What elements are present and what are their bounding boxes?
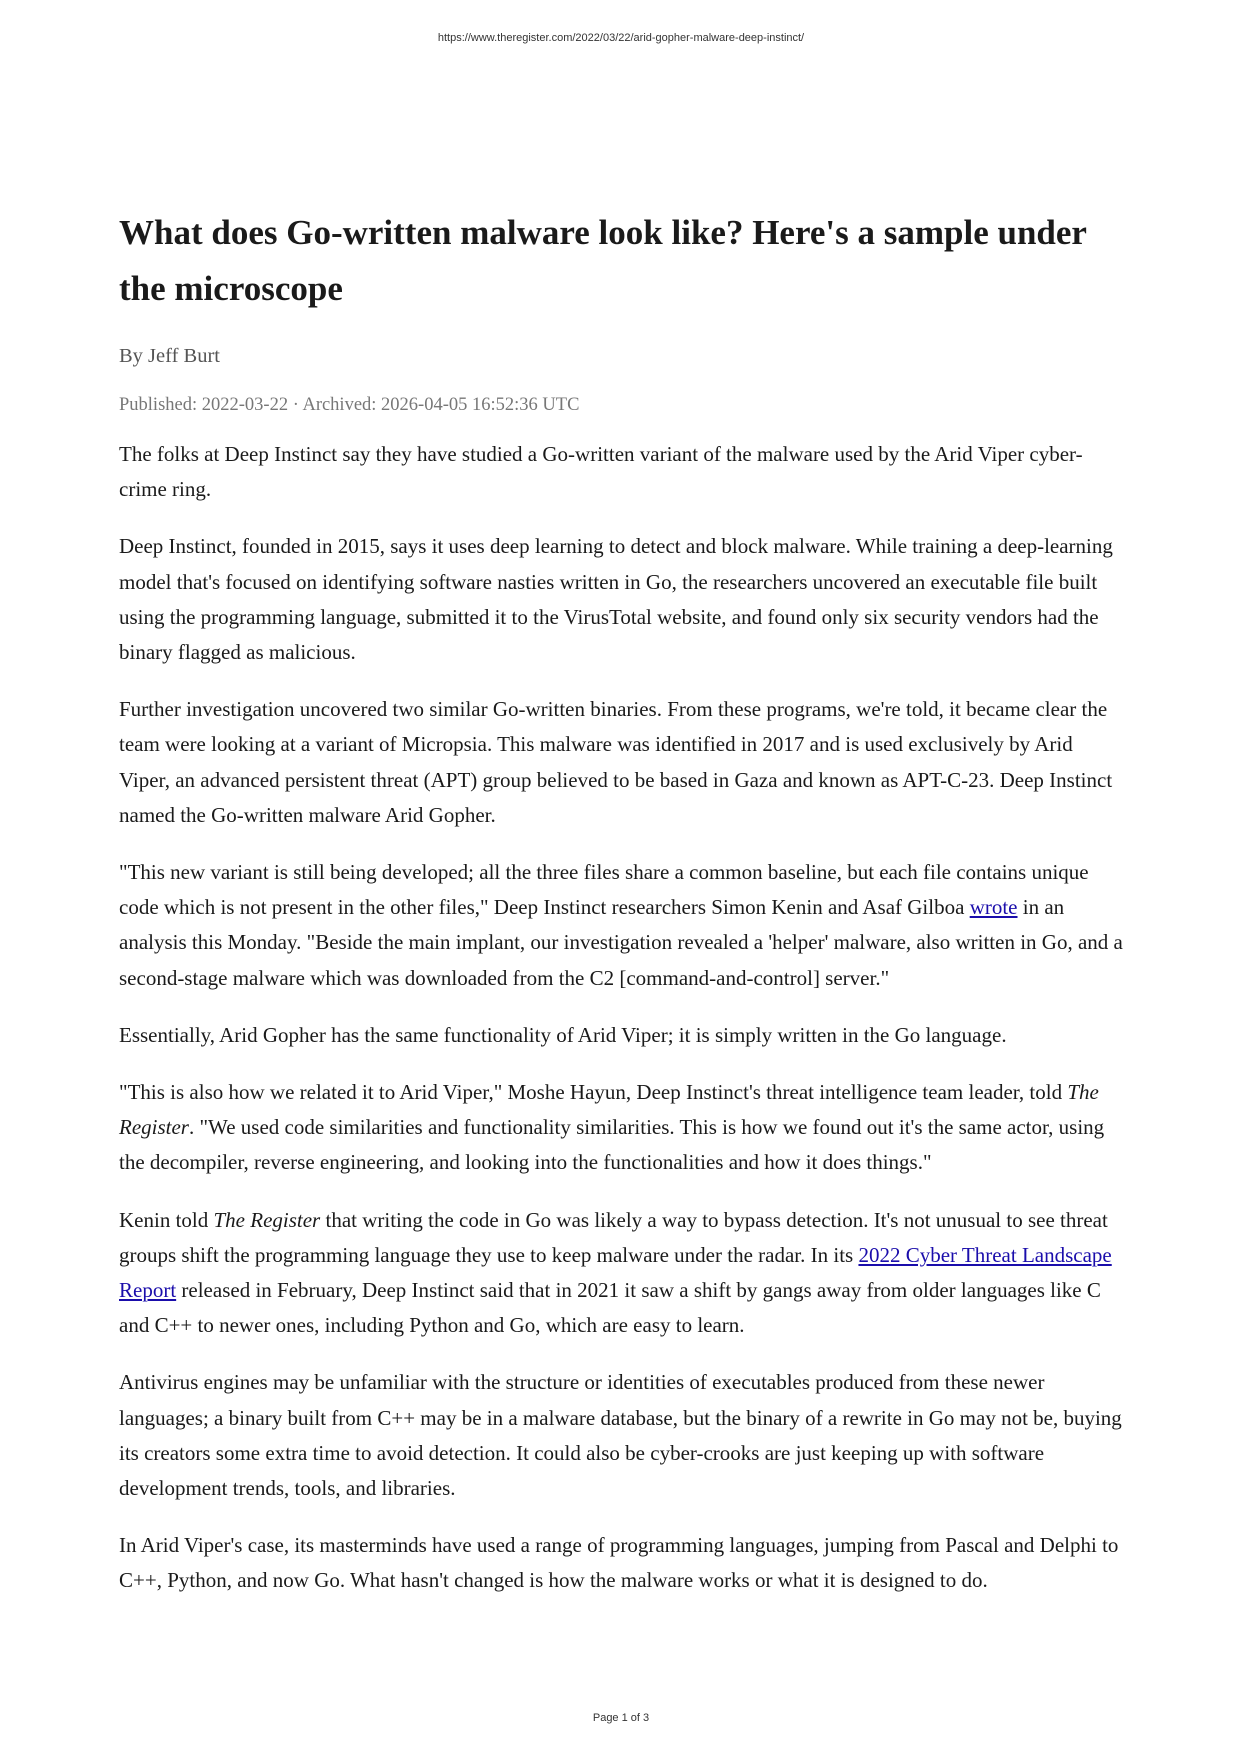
- article-paragraph: [119, 855, 1127, 996]
- paragraph-text: that writing the code in Go was likely a way to bypass detection. It's not unusual to see threat groups shift the programming language they use to keep malware under the radar. In its: [119, 1207, 1108, 1267]
- article-paragraph: [119, 1203, 1127, 1344]
- article-paragraph: [119, 529, 1127, 670]
- inline-link[interactable]: wrote: [969, 895, 1018, 920]
- paragraph-text: "This is also how we related it to Arid Viper," Moshe Hayun, Deep Instinct's threat intelligence team leader, told: [119, 1080, 1068, 1105]
- paragraph-text: Further investigation uncovered two similar Go-written binaries. From these programs, we're told, it became clear the team were looking at a variant of Micropsia. This malware was identified in 2017 and is used exclusively by Arid Viper, an advanced persistent threat (APT) group believed to be based in Gaza and known as APT-C-23. Deep Instinct named the Go-written malware Arid Gopher.: [119, 697, 1113, 827]
- paragraph-text: In Arid Viper's case, its masterminds have used a range of programming languages, jumping from Pascal and Delphi to C++, Python, and now Go. What hasn't changed is how the malware works or what it is designed to do.: [119, 1533, 1119, 1593]
- paragraph-text: Deep Instinct, founded in 2015, says it uses deep learning to detect and block malware. While training a deep-learning model that's focused on identifying software nasties written in Go, the researchers uncovered an executable file built using the programming language, submitted it to the VirusTotal website, and found only six security vendors had the binary flagged as malicious.: [119, 534, 1113, 665]
- italic-text: The Register: [119, 1080, 1099, 1140]
- article-paragraph: [119, 437, 1127, 507]
- article: [119, 205, 1127, 1621]
- paragraph-text: released in February, Deep Instinct said that in 2021 it saw a shift by gangs away from older languages like C and C++ to newer ones, including Python and Go, which are easy to learn.: [119, 1278, 1101, 1338]
- paragraph-text: "This new variant is still being developed; all the three files share a common baseline, but each file contains unique code which is not present in the other files," Deep Instinct researchers Simon Kenin and Asaf Gilboa: [119, 860, 1089, 920]
- article-paragraph: [119, 1018, 1127, 1053]
- page-url-header: https://www.theregister.com/2022/03/22/arid-gopher-malware-deep-instinct/: [437, 32, 805, 44]
- article-title: What does Go-written malware look like? Here's a sample under the microscope: [119, 213, 1087, 308]
- paragraph-text: in an analysis this Monday. "Beside the main implant, our investigation revealed a 'helper' malware, also written in Go, and a second-stage malware which was downloaded from the C2 [command-and-control] server.": [119, 895, 1123, 990]
- inline-link[interactable]: 2022 Cyber Threat Landscape Report: [119, 1242, 1112, 1303]
- article-meta: Published: 2022-03-22 · Archived: 2026-04-05 16:52:36 UTC: [119, 395, 580, 415]
- paragraph-text: Antivirus engines may be unfamiliar with the structure or identities of executables produced from these newer languages; a binary built from C++ may be in a malware database, but the binary of a rewrite in Go may not be, buying its creators some extra time to avoid detection. It could also be cyber-crooks are just keeping up with software development trends, tools, and libraries.: [119, 1370, 1122, 1501]
- article-byline: By Jeff Burt: [119, 345, 220, 367]
- article-paragraph: [119, 692, 1127, 833]
- page-number: Page 1 of 3: [592, 1712, 650, 1724]
- paragraph-text: The folks at Deep Instinct say they have studied a Go-written variant of the malware used by the Arid Viper cyber-crime ring.: [119, 442, 1083, 502]
- paragraph-text: Kenin told: [119, 1207, 214, 1232]
- paragraph-text: . "We used code similarities and functionality similarities. This is how we found out it's the same actor, using the decompiler, reverse engineering, and looking into the functionalities and how it does things.": [119, 1115, 1105, 1175]
- article-paragraph: [119, 1365, 1127, 1506]
- article-paragraph: [119, 1528, 1127, 1598]
- italic-text: The Register: [213, 1207, 321, 1232]
- paragraph-text: Essentially, Arid Gopher has the same functionality of Arid Viper; it is simply written in the Go language.: [119, 1022, 1007, 1047]
- article-body: [119, 437, 1127, 1599]
- article-paragraph: [119, 1075, 1127, 1181]
